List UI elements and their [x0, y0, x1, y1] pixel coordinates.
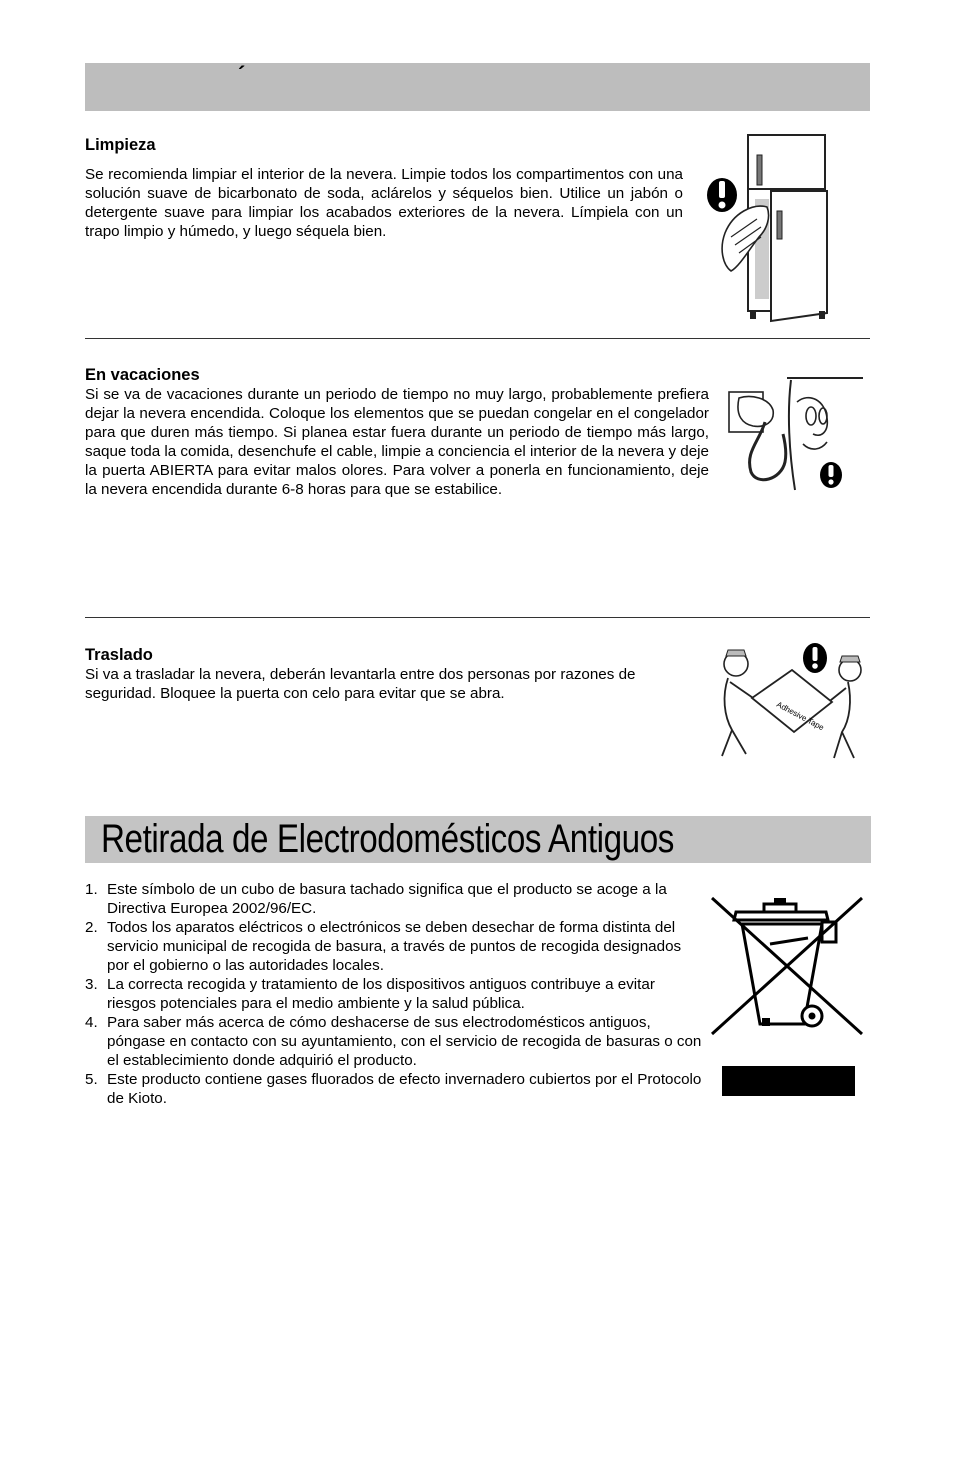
- section-text-traslado: Si va a trasladar la nevera, deberán levantarla entre dos personas por razones de seguridad. Bloquee la puerta con celo para evitar que se abra.: [85, 666, 636, 702]
- unplug-fridge-illustration: [725, 372, 865, 494]
- bin-underline-bar: [722, 1066, 855, 1096]
- section-title-traslado: Traslado: [85, 646, 153, 664]
- disposal-title: Retirada de Electrodomésticos Antiguos: [101, 817, 674, 861]
- section-title-vacaciones: En vacaciones: [85, 366, 200, 384]
- warning-icon: [707, 178, 737, 212]
- list-item: 3. La correcta recogida y tratamiento de los dispositivos antiguos contribuye a evitar riesgos potenciales para el medio ambiente y la salud pública.: [85, 976, 655, 1012]
- section-text-limpieza: Se recomienda limpiar el interior de la nevera. Limpie todos los compartimentos con una solución suave de bicarbonato de soda, aclárelos y séquelos bien. Utilice un jabón o detergente suave para limpiar los acabados exteriores de la nevera. Límpiela con un trapo limpio y húmedo, y luego séquela bien.: [85, 166, 683, 240]
- header-mark: ´: [238, 62, 246, 87]
- divider: [85, 617, 870, 618]
- warning-icon: [820, 462, 842, 488]
- header-bar: [85, 63, 870, 111]
- list-item: 1. Este símbolo de un cubo de basura tachado significa que el producto se acoge a la Directiva Europea 2002/96/EC.: [85, 881, 667, 917]
- moving-fridge-illustration: [712, 640, 868, 762]
- fridge-cleaning-illustration: [705, 133, 845, 325]
- tape-label: Adhesive Tape: [775, 699, 826, 733]
- section-title-limpieza: Limpieza: [85, 136, 156, 154]
- list-item: 4. Para saber más acerca de cómo deshacerse de sus electrodomésticos antiguos, póngase en contacto con su ayuntamiento, con el servicio de recogida de basuras o con el establecimiento donde adquirió el producto.: [85, 1014, 702, 1069]
- divider: [85, 338, 870, 339]
- list-item: 2. Todos los aparatos eléctricos o electrónicos se deben desechar de forma distinta del servicio municipal de recogida de basura, a través de puntos de recogida designados por el gobierno o las autoridades locales.: [85, 919, 682, 974]
- crossed-bin-icon: [708, 894, 868, 1036]
- disposal-list: [85, 880, 705, 1108]
- list-item: 5. Este producto contiene gases fluorados de efecto invernadero cubiertos por el Protocolo de Kioto.: [85, 1071, 702, 1107]
- section-text-vacaciones: Si se va de vacaciones durante un periodo de tiempo no muy largo, probablemente prefiera dejar la nevera encendida. Coloque los elementos que se puedan congelar en el congelador para que duren más tiempo. Si planea estar fuera durante un periodo de tiempo más largo, saque toda la comida, desenchufe el cable, limpie a conciencia el interior de la nevera y deje la puerta ABIERTA para evitar malos olores. Para volver a ponerla en funcionamiento, deje la nevera encendida durante 6-8 horas para que se estabilice.: [85, 386, 709, 498]
- warning-icon: [803, 643, 827, 673]
